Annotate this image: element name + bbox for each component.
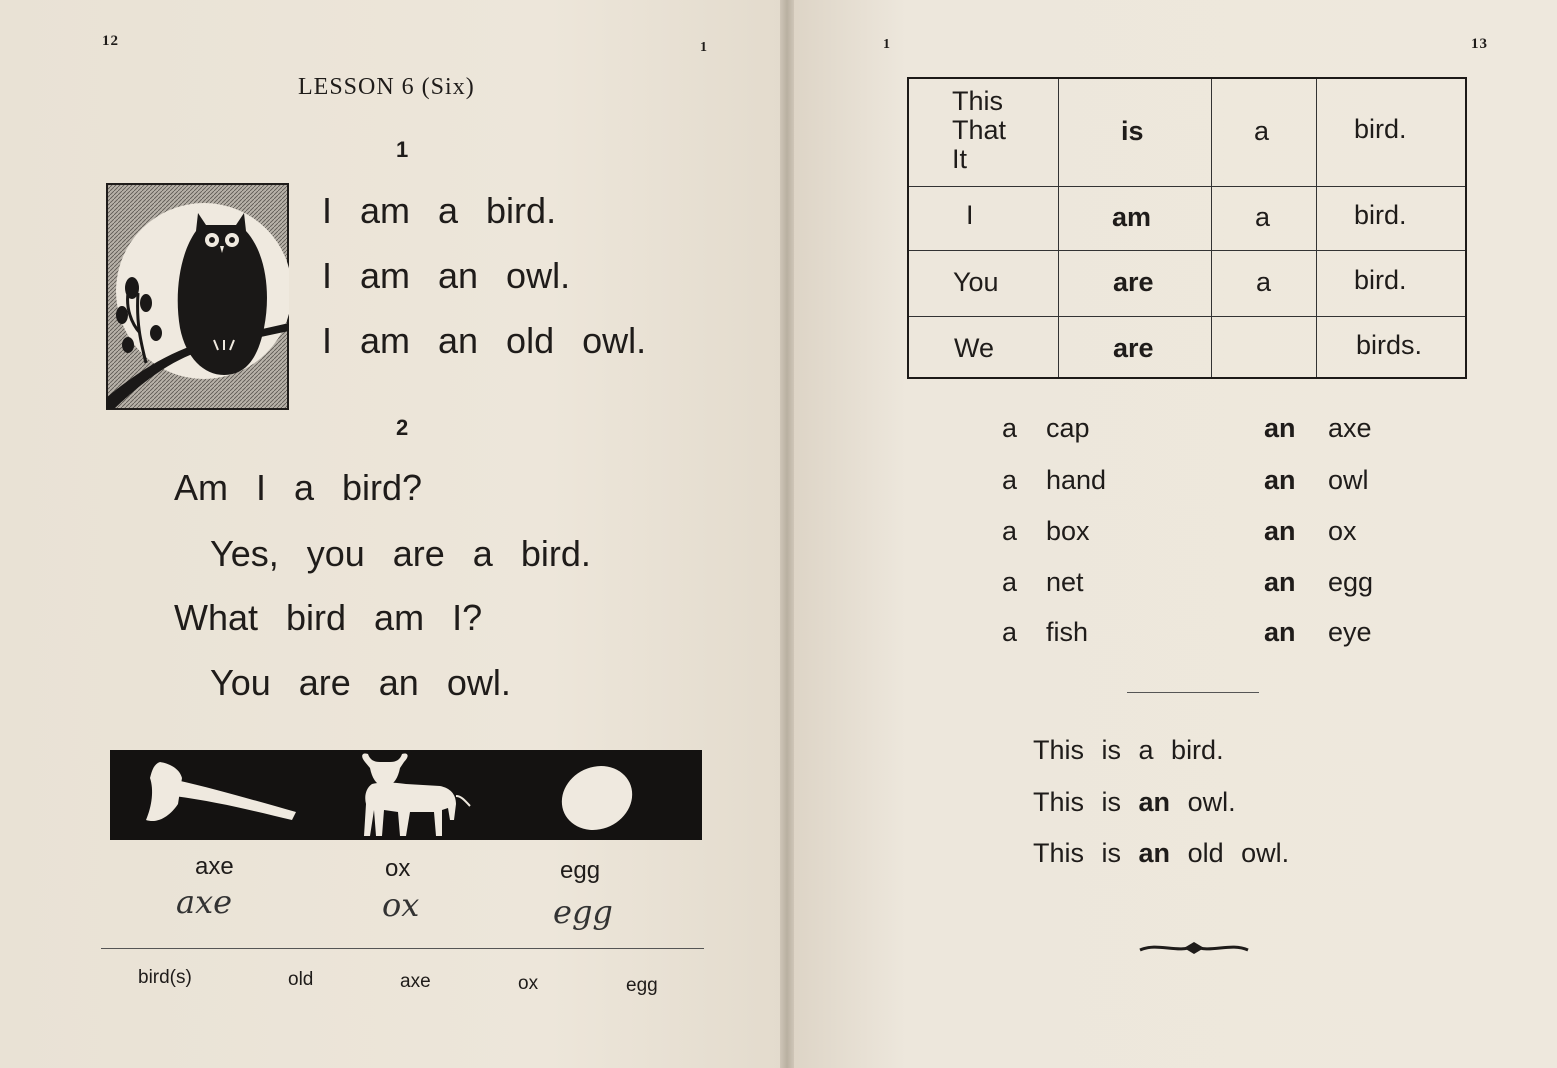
a-list-item: a: [1002, 413, 1018, 443]
section2-line-3: What bird am I?: [174, 597, 483, 638]
an-list-item: an: [1264, 465, 1296, 495]
signature-mark-right: 1: [883, 37, 890, 52]
section2-line-1: Am I a bird?: [174, 467, 423, 508]
an-list-item: an: [1264, 567, 1296, 597]
table-row3-noun: bird.: [1354, 265, 1407, 295]
a-list-word: net: [1046, 567, 1084, 597]
egg-icon: [551, 755, 642, 840]
page-number-right: 13: [1471, 36, 1488, 52]
table-row1-noun: bird.: [1354, 114, 1407, 144]
vocab-word-1: bird(s): [138, 967, 192, 988]
vocab-word-4: ox: [518, 973, 539, 994]
table-row4-noun: birds.: [1356, 330, 1423, 360]
script-ox: ox: [382, 886, 420, 924]
an-list-word: eye: [1328, 617, 1372, 647]
vocab-word-5: egg: [626, 975, 658, 996]
section1-line-2: I am an owl.: [322, 255, 571, 296]
a-list-word: fish: [1046, 617, 1089, 647]
an-list-word: axe: [1328, 413, 1372, 443]
a-list-item: a: [1002, 516, 1018, 546]
an-list-word: owl: [1328, 465, 1369, 495]
picture-banner: [110, 750, 702, 840]
table-row1-article: a: [1254, 116, 1270, 146]
book-gutter: [780, 0, 794, 1068]
owl-on-branch-picture: [106, 183, 289, 410]
table-row2-subject: I: [966, 200, 974, 230]
table-row3-article: a: [1256, 267, 1272, 297]
a-list-item: a: [1002, 617, 1018, 647]
script-axe: axe: [176, 883, 233, 921]
lesson-title: LESSON 6 (Six): [298, 74, 475, 100]
an-list-item: an: [1264, 617, 1296, 647]
table-row2-article: a: [1255, 202, 1271, 232]
section-number-2: 2: [396, 415, 409, 440]
table-row1-verb: is: [1121, 116, 1144, 146]
ox-icon: [362, 753, 470, 836]
table-row4-verb: are: [1113, 333, 1154, 363]
label-axe: axe: [195, 853, 234, 880]
vocab-word-2: old: [288, 969, 314, 990]
a-list-word: box: [1046, 516, 1090, 546]
an-list-item: an: [1264, 413, 1296, 443]
a-list-item: a: [1002, 465, 1018, 495]
example-sentence-3: This is an old owl.: [1033, 838, 1290, 868]
section2-line-4: You are an owl.: [210, 662, 511, 703]
page-number-left: 12: [102, 33, 119, 49]
signature-mark-left: 1: [700, 40, 707, 55]
axe-icon: [146, 762, 296, 821]
a-list-item: a: [1002, 567, 1018, 597]
axe-ox-egg-silhouettes: [110, 750, 702, 840]
section2-line-2: Yes, you are a bird.: [210, 533, 591, 574]
table-row3-subject: You: [953, 267, 999, 297]
section1-line-1: I am a bird.: [322, 190, 557, 231]
an-list-word: egg: [1328, 567, 1374, 597]
vocabulary-divider: [101, 948, 704, 949]
section-number-1: 1: [396, 137, 409, 162]
table-row1-subject: This That It: [952, 86, 1007, 174]
example-sentence-1: This is a bird.: [1033, 735, 1224, 765]
table-row4-subject: We: [954, 333, 995, 363]
an-list-word: ox: [1328, 516, 1357, 546]
script-egg: egg: [553, 893, 613, 931]
section1-line-3: I am an old owl.: [322, 320, 647, 361]
table-row2-noun: bird.: [1354, 200, 1407, 230]
vocab-word-3: axe: [400, 971, 431, 992]
label-egg: egg: [560, 857, 601, 884]
short-divider: [1127, 692, 1259, 693]
a-list-word: hand: [1046, 465, 1107, 495]
example-sentence-2: This is an owl.: [1033, 787, 1236, 817]
an-list-item: an: [1264, 516, 1296, 546]
table-row3-verb: are: [1113, 267, 1154, 297]
table-row2-verb: am: [1112, 202, 1152, 232]
label-ox: ox: [385, 855, 411, 882]
ornament-flourish: [1138, 938, 1250, 958]
a-list-word: cap: [1046, 413, 1090, 443]
